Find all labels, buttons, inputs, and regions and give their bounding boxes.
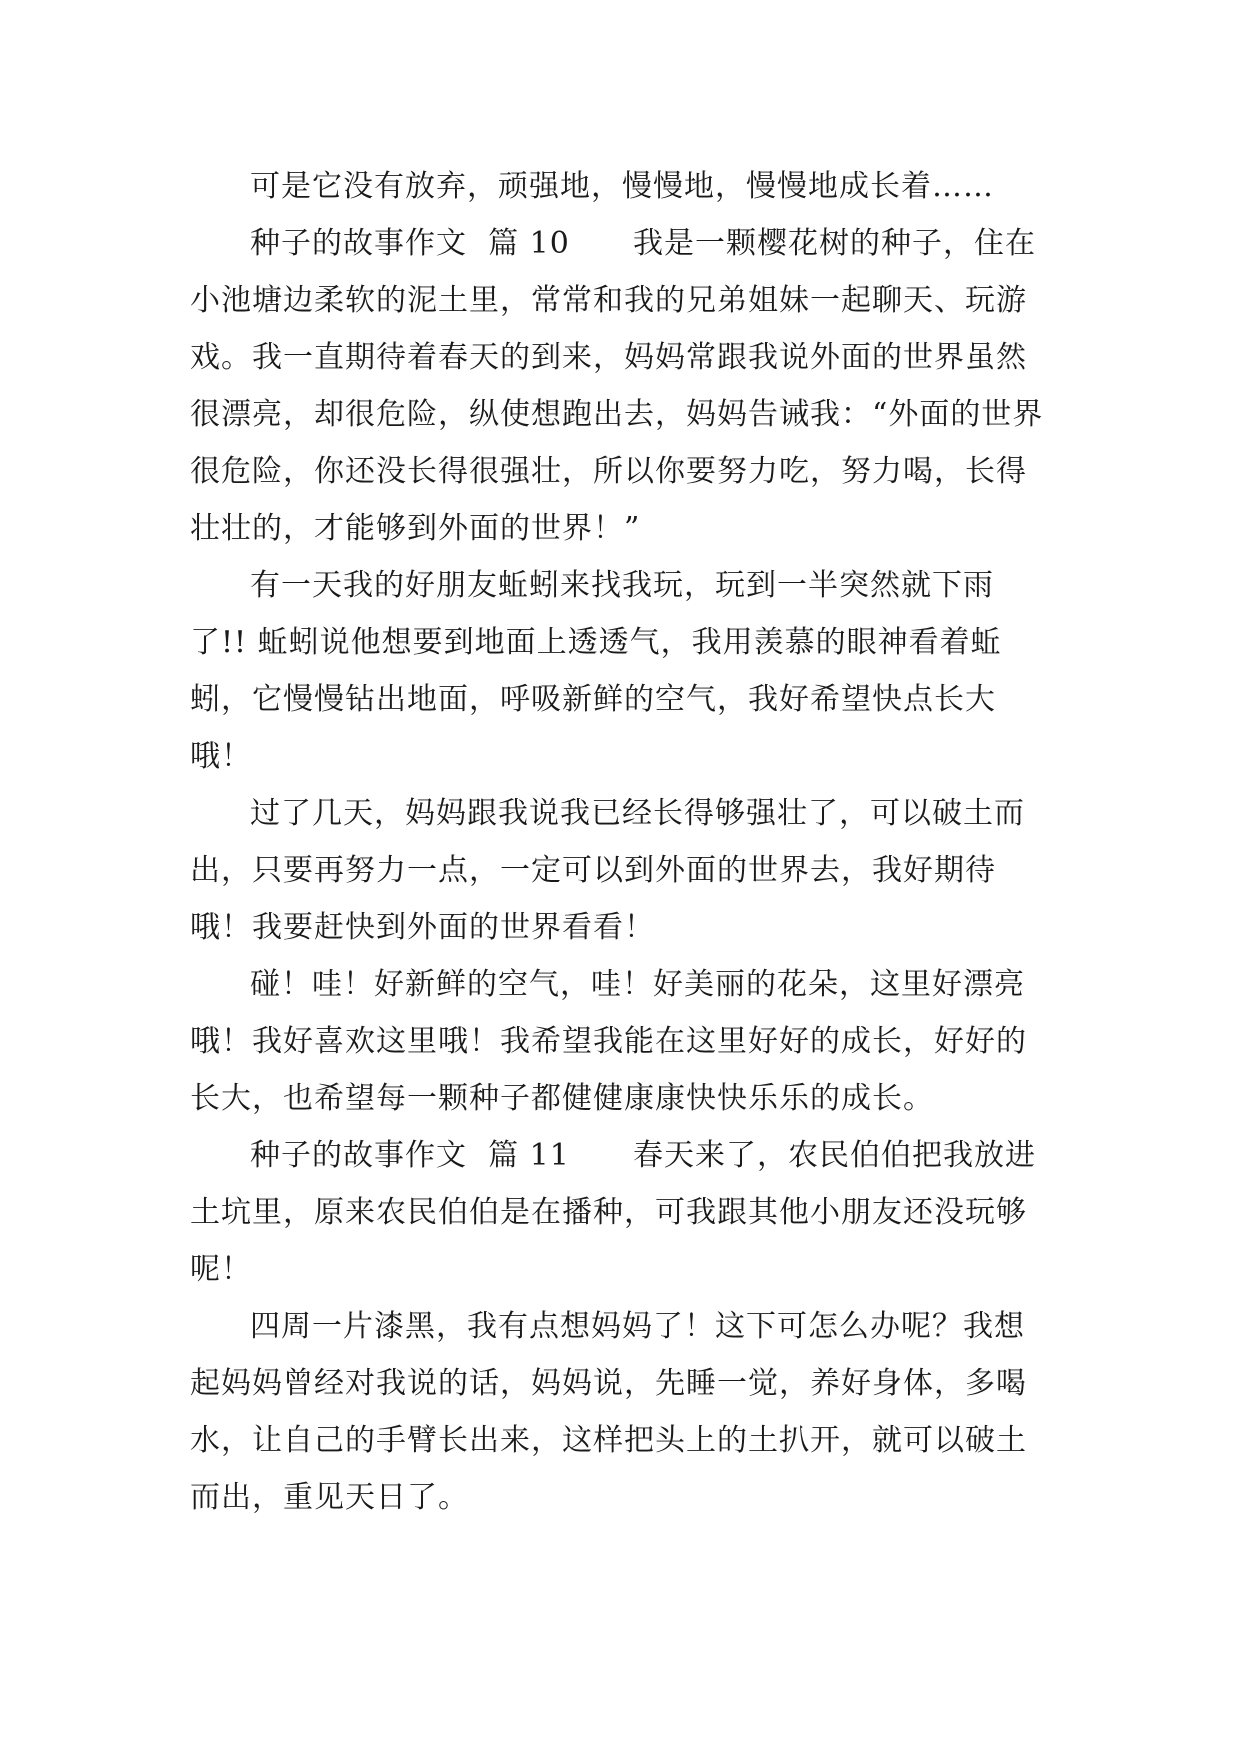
paragraph-5: 碰！哇！好新鲜的空气，哇！好美丽的花朵，这里好漂亮哦！我好喜欢这里哦！我希望我能在这里好好的成长，好好的长大，也希望每一颗种子都健健康康快快乐乐的成长。 (190, 967, 1027, 1116)
paragraph-4: 过了几天，妈妈跟我说我已经长得够强壮了，可以破土而出，只要再努力一点，一定可以到外面的世界去，我好期待哦！我要赶快到外面的世界看看！ (190, 796, 1025, 945)
paragraph-6: 种子的故事作文 篇 11 春天来了，农民伯伯把我放进土坑里，原来农民伯伯是在播种，可我跟其他小朋友还没玩够呢！ (190, 1138, 1036, 1287)
paragraph-7: 四周一片漆黑，我有点想妈妈了！这下可怎么办呢？我想起妈妈曾经对我说的话，妈妈说，先睡一觉，养好身体，多喝水，让自己的手臂长出来，这样把头上的土扒开，就可以破土而出，重见天日了。 (190, 1309, 1027, 1515)
paragraph-1: 可是它没有放弃，顽强地，慢慢地，慢慢地成长着…… (250, 169, 994, 204)
paragraph-3: 有一天我的好朋友蚯蚓来找我玩，玩到一半突然就下雨了!! 蚯蚓说他想要到地面上透透气，我用羡慕的眼神看着蚯蚓，它慢慢钻出地面，呼吸新鲜的空气，我好希望快点长大哦！ (190, 568, 1002, 774)
document-body (190, 158, 1050, 1526)
paragraph-2: 种子的故事作文 篇 10 我是一颗樱花树的种子，住在小池塘边柔软的泥土里，常常和我的兄弟姐妹一起聊天、玩游戏。我一直期待着春天的到来，妈妈常跟我说外面的世界虽然很漂亮，却很危险，纵使想跑出去，妈妈告诫我：“外面的世界很危险，你还没长得很强壮，所以你要努力吃，努力喝，长得壮壮的，才能够到外面的世界！” (190, 226, 1044, 546)
